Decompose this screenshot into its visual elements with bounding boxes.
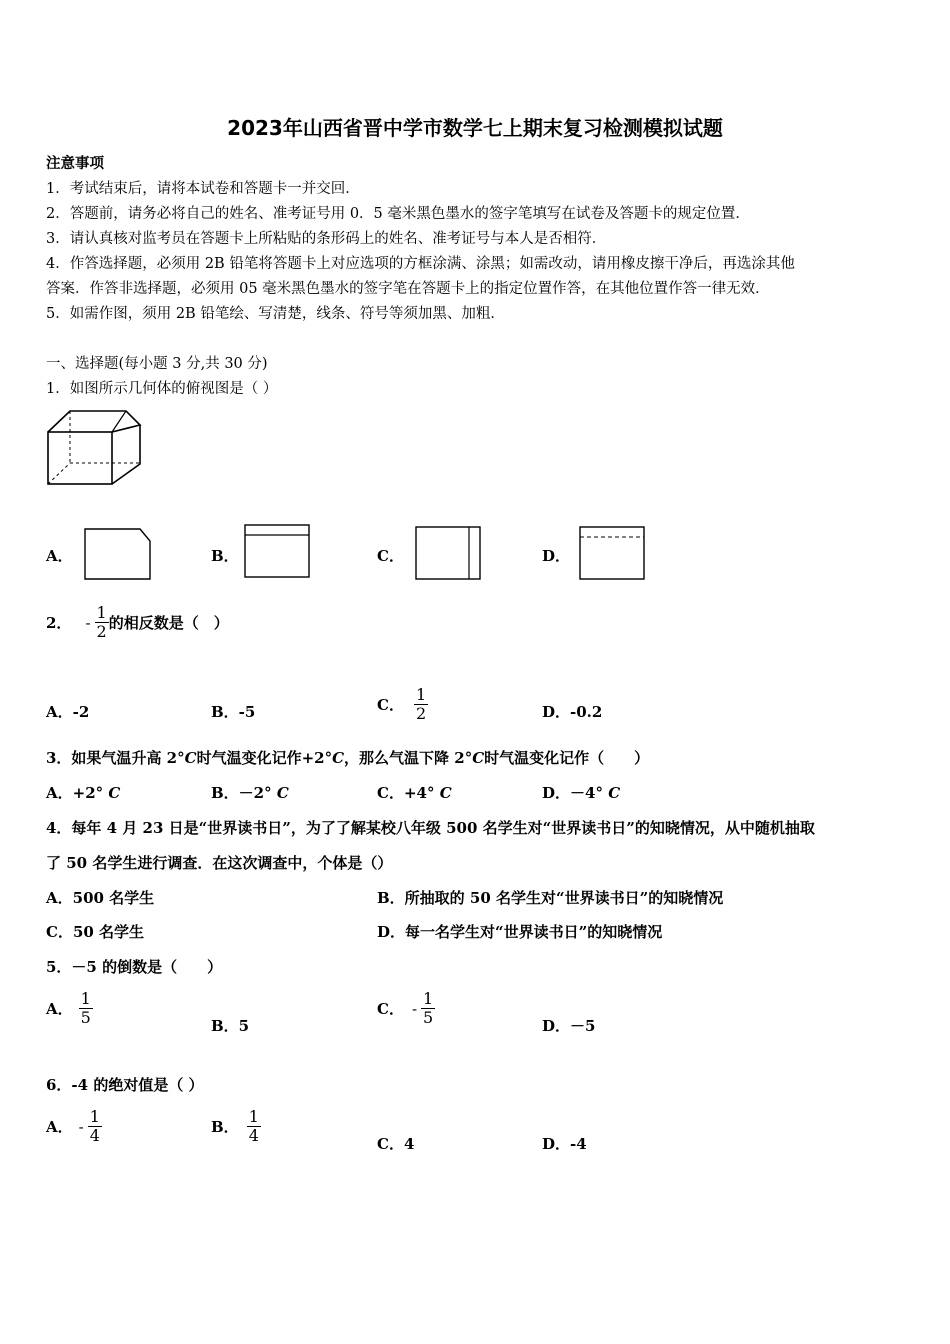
q2-option-b: B．-5 (211, 703, 256, 721)
section-heading: 一、选择题(每小题 3 分,共 30 分) (46, 356, 268, 372)
q4-option-a: A．500 名学生 (46, 889, 155, 907)
question-4-line-2: 了 50 名学生进行调查．在这次调查中，个体是（） (46, 854, 393, 872)
q3-stem-part: 时气温变化记作（ ） (484, 749, 650, 767)
question-2-stem (46, 604, 229, 641)
q3-option-a-text: A．+2° (46, 784, 104, 802)
q3-option-d (542, 782, 620, 803)
q6-option-a-label: A． (46, 1118, 73, 1136)
frac-den: 5 (423, 1008, 434, 1027)
q2-frac-den: 2 (96, 622, 107, 641)
q3-option-c-text: C．+4° (377, 784, 435, 802)
q1-option-b-figure (244, 524, 310, 578)
q3-unit: C (608, 784, 621, 802)
q1-option-c-figure (415, 526, 481, 580)
notice-heading: 注意事项 (46, 155, 104, 172)
q2-number: 2． (46, 614, 72, 632)
q2-option-c-fraction (414, 686, 428, 723)
q5-option-a-fraction (79, 990, 93, 1027)
q5-option-c-fraction (421, 990, 435, 1027)
q4-option-d: D．每一名学生对“世界读书日”的知晓情况 (377, 923, 663, 941)
question-1-stem: 1．如图所示几何体的俯视图是（ ） (46, 381, 278, 397)
frac-num: 1 (80, 989, 91, 1008)
q6-option-a (46, 1108, 102, 1145)
q2-option-a: A．-2 (46, 703, 90, 721)
q3-option-d-text: D．－4° (542, 784, 603, 802)
q5-option-c (377, 990, 435, 1027)
q3-unit: C (184, 749, 197, 767)
notice-line: 3．请认真核对监考员在答题卡上所粘贴的条形码上的姓名、准考证号与本人是否相符． (46, 231, 607, 247)
notice-line: 4．作答选择题，必须用 2B 铅笔将答题卡上对应选项的方框涂满、涂黑；如需改动，请用橡皮擦干净后，再选涂其他 (46, 256, 795, 272)
q1-option-b: B． (211, 547, 239, 565)
question-4-line-1: 4．每年 4 月 23 日是“世界读书日”，为了了解某校八年级 500 名学生对“世界读书日”的知晓情况，从中随机抽取 (46, 819, 815, 837)
q1-option-d-figure (579, 526, 649, 580)
q3-stem-part: 时气温变化记作+2° (196, 749, 333, 767)
question-5-stem: 5．－5 的倒数是（ ） (46, 958, 223, 976)
q3-unit: C (332, 749, 345, 767)
q2-fraction (95, 604, 109, 641)
notice-line: 2．答题前，请务必将自己的姓名、准考证号用 0．5 毫米黑色墨水的签字笔填写在试卷及答题卡的规定位置． (46, 206, 750, 222)
q6-option-d: D．-4 (542, 1135, 587, 1153)
q5-option-a-label: A． (46, 1000, 73, 1018)
q1-option-c: C． (377, 547, 404, 565)
q4-option-c: C．50 名学生 (46, 923, 145, 941)
q3-option-b-text: B．－2° (211, 784, 272, 802)
q6-option-c: C．4 (377, 1135, 415, 1153)
q2-option-c-label: C． (377, 696, 404, 714)
q3-stem-part: 3．如果气温升高 2° (46, 749, 185, 767)
q6-option-a-fraction (88, 1108, 102, 1145)
q2-minus: - (85, 613, 91, 632)
q4-option-b: B．所抽取的 50 名学生对“世界读书日”的知晓情况 (377, 889, 724, 907)
notice-line: 答案．作答非选择题，必须用 05 毫米黑色墨水的签字笔在答题卡上的指定位置作答，在其他位置作答一律无效． (46, 281, 770, 297)
q2-option-c (377, 686, 428, 723)
question-3-stem (46, 747, 649, 768)
q2-frac-num: 1 (96, 603, 107, 622)
q3-unit: C (276, 784, 289, 802)
q3-unit: C (108, 784, 121, 802)
q1-option-d: D． (542, 547, 571, 565)
q3-option-a (46, 782, 120, 803)
q1-option-a-figure (84, 528, 152, 580)
q2-option-d: D．-0.2 (542, 703, 603, 721)
q5-option-b: B．5 (211, 1017, 250, 1035)
notice-line: 1．考试结束后，请将本试卷和答题卡一并交回． (46, 181, 360, 197)
frac-den: 4 (89, 1126, 100, 1145)
page-title: 2023年山西省晋中学市数学七上期末复习检测模拟试题 (227, 116, 723, 140)
q6-option-b-fraction (247, 1108, 261, 1145)
q5-option-c-label: C． (377, 1000, 404, 1018)
frac-num: 1 (248, 1107, 259, 1126)
frac-num: 1 (423, 989, 434, 1008)
frac-den: 2 (415, 704, 427, 723)
q5-option-d: D．－5 (542, 1017, 596, 1035)
q6-option-b (211, 1108, 261, 1145)
q3-option-c (377, 782, 452, 803)
q2-suffix: 的相反数是（ ） (108, 614, 229, 632)
frac-num: 1 (415, 685, 427, 704)
q1-option-a: A． (46, 547, 73, 565)
q5-option-a (46, 990, 93, 1027)
notice-line: 5．如需作图，须用 2B 铅笔绘、写清楚，线条、符号等须加黑、加粗． (46, 306, 505, 322)
q5-option-c-minus: - (411, 999, 418, 1018)
q3-stem-part: ，那么气温下降 2° (344, 749, 473, 767)
q6-option-b-label: B． (211, 1118, 239, 1136)
q1-solid-figure (46, 408, 142, 488)
frac-num: 1 (89, 1107, 100, 1126)
question-6-stem: 6．-4 的绝对值是（ ） (46, 1076, 204, 1094)
q3-unit: C (472, 749, 485, 767)
q6-option-a-minus: - (78, 1117, 84, 1136)
frac-den: 5 (80, 1008, 91, 1027)
frac-den: 4 (248, 1126, 259, 1145)
q3-unit: C (439, 784, 452, 802)
q3-option-b (211, 782, 289, 803)
